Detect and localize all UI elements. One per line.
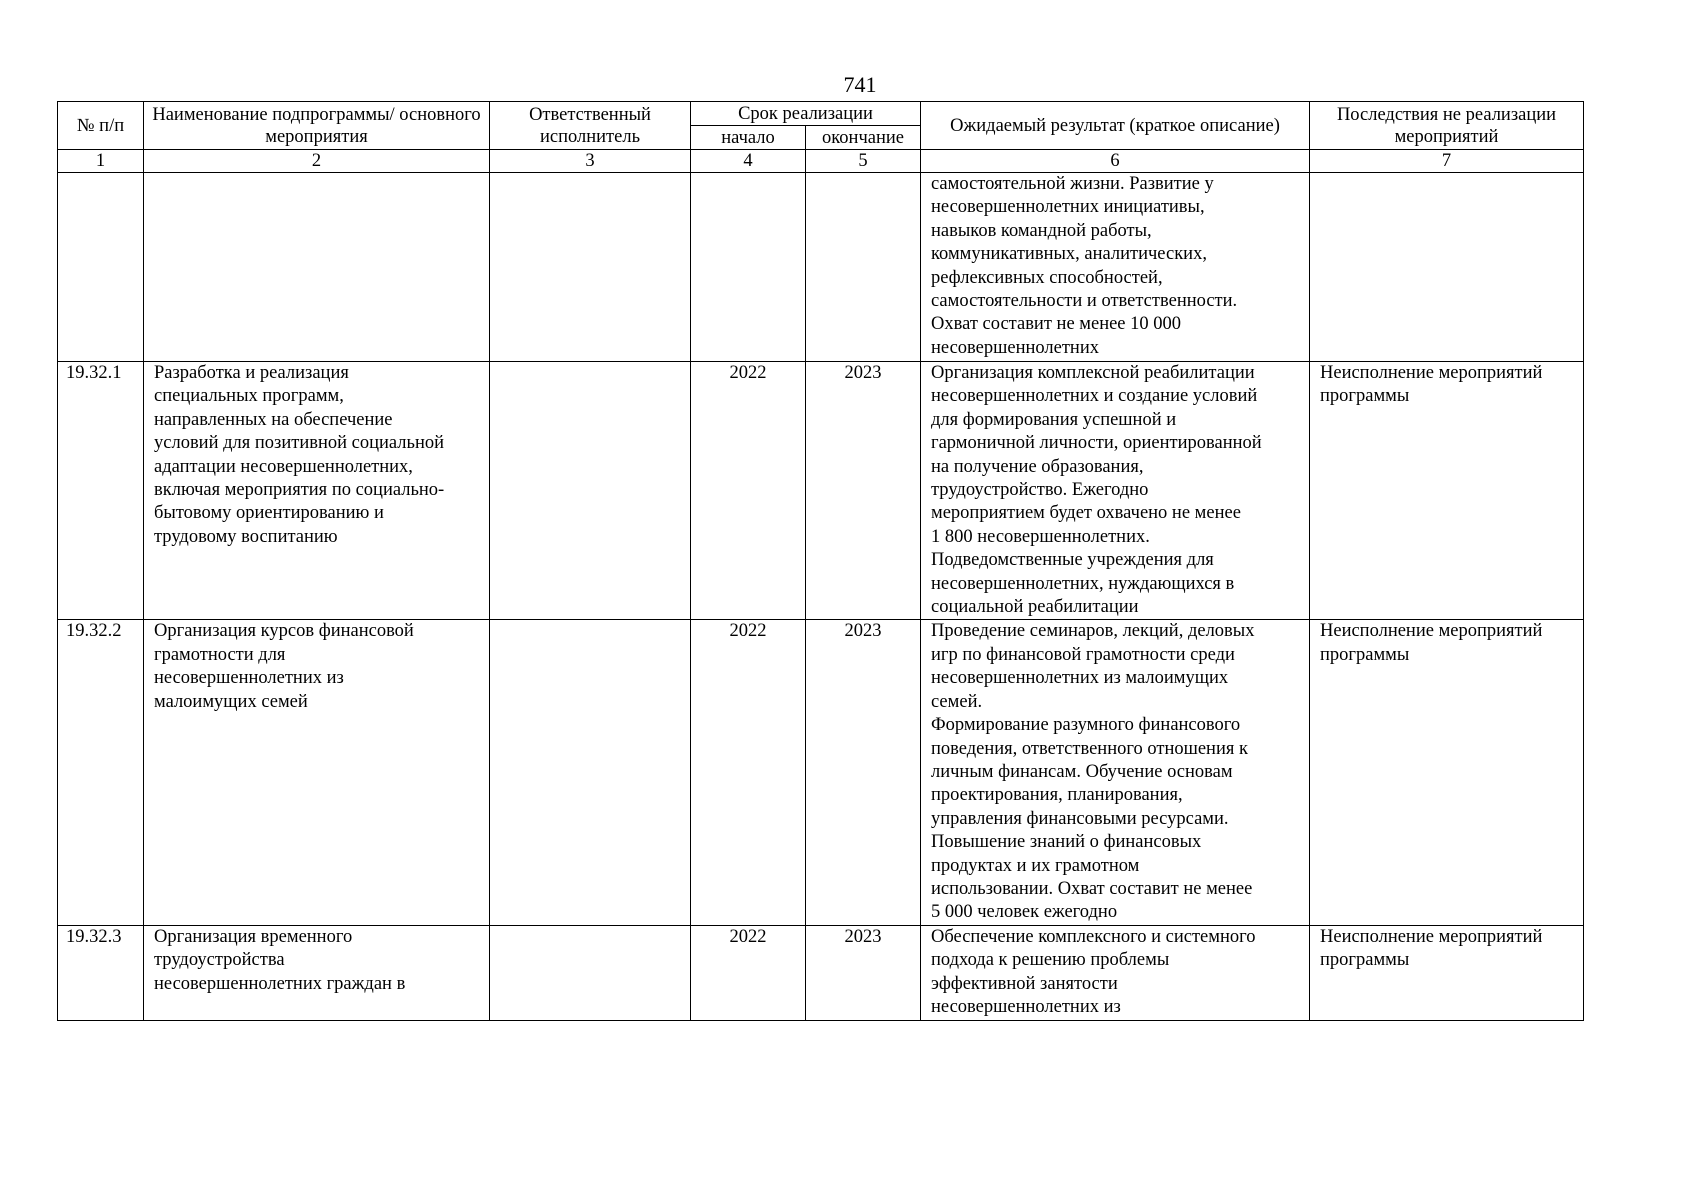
column-number: 3	[490, 150, 691, 173]
header-period-end: окончание	[806, 126, 921, 150]
start-year: 2022	[691, 925, 806, 1020]
start-year: 2022	[691, 620, 806, 925]
consequence: Неисполнение мероприятий программы	[1310, 925, 1584, 1020]
column-numbers-row	[58, 150, 1584, 173]
column-number: 4	[691, 150, 806, 173]
header-row-number: № п/п	[58, 102, 144, 150]
column-number: 5	[806, 150, 921, 173]
row-number	[58, 173, 144, 362]
header-period: Срок реализации	[691, 102, 921, 126]
executor	[490, 620, 691, 925]
table-row	[58, 925, 1584, 1020]
executor	[490, 173, 691, 362]
table-row	[58, 620, 1584, 925]
executor	[490, 925, 691, 1020]
column-number: 1	[58, 150, 144, 173]
table-header	[58, 102, 1584, 173]
header-period-start: начало	[691, 126, 806, 150]
end-year: 2023	[806, 362, 921, 620]
header-executor: Ответственный исполнитель	[490, 102, 691, 150]
table-row	[58, 362, 1584, 620]
column-number: 6	[921, 150, 1310, 173]
consequence: Неисполнение мероприятий программы	[1310, 620, 1584, 925]
header-consequences: Последствия не реализации мероприятий	[1310, 102, 1584, 150]
column-number: 2	[144, 150, 490, 173]
page-number: 741	[843, 72, 877, 97]
end-year	[806, 173, 921, 362]
expected-result: Организация комплексной реабилитации несовершеннолетних и создание условий для формирования успешной и гармоничной личности, ориентированной на получение образования, трудоустройство. Ежегодно мероприятием будет охвачено не менее 1 800 несовершеннолетних. Подведомственные учреждения для несовершеннолетних, нуждающихся в социальной реабилитации	[921, 362, 1310, 620]
expected-result: Проведение семинаров, лекций, деловых игр по финансовой грамотности среди несовершеннолетних из малоимущих семей. Формирование разумного финансового поведения, ответственного отношения к личным финансам. Обучение основам проектирования, планирования, управления финансовыми ресурсами. Повышение знаний о финансовых продуктах и их грамотном использовании. Охват составит не менее 5 000 человек ежегодно	[921, 620, 1310, 925]
row-number: 19.32.2	[58, 620, 144, 925]
header-expected-result: Ожидаемый результат (краткое описание)	[921, 102, 1310, 150]
row-number: 19.32.1	[58, 362, 144, 620]
measure-name: Разработка и реализация специальных программ, направленных на обеспечение условий для позитивной социальной адаптации несовершеннолетних, включая мероприятия по социально- бытовому ориентированию и трудовому воспитанию	[144, 362, 490, 620]
column-number: 7	[1310, 150, 1584, 173]
measure-name: Организация курсов финансовой грамотности для несовершеннолетних из малоимущих семей	[144, 620, 490, 925]
start-year: 2022	[691, 362, 806, 620]
header-measure-name: Наименование подпрограммы/ основного мероприятия	[144, 102, 490, 150]
consequence	[1310, 173, 1584, 362]
row-number: 19.32.3	[58, 925, 144, 1020]
consequence: Неисполнение мероприятий программы	[1310, 362, 1584, 620]
expected-result: самостоятельной жизни. Развитие у несовершеннолетних инициативы, навыков командной работы, коммуникативных, аналитических, рефлексивных способностей, самостоятельности и ответственности. Охват составит не менее 10 000 несовершеннолетних	[921, 173, 1310, 362]
table-row	[58, 173, 1584, 362]
end-year: 2023	[806, 620, 921, 925]
measure-name: Организация временного трудоустройства несовершеннолетних граждан в	[144, 925, 490, 1020]
executor	[490, 362, 691, 620]
expected-result: Обеспечение комплексного и системного подхода к решению проблемы эффективной занятости несовершеннолетних из	[921, 925, 1310, 1020]
measure-name	[144, 173, 490, 362]
start-year	[691, 173, 806, 362]
measures-table	[57, 101, 1584, 1021]
end-year: 2023	[806, 925, 921, 1020]
